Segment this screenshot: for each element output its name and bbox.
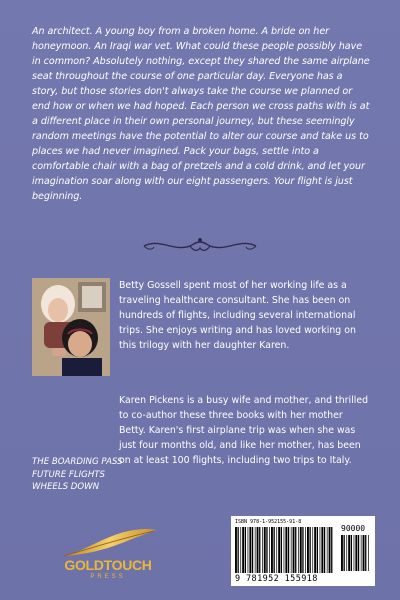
- bio-betty-gossell: Betty Gossell spent most of her working life as a traveling healthcare consultant. She has been on hundreds of flights, including several international trips. She enjoys writing and has loved working on this trilogy with her daughter Karen.: [119, 280, 356, 351]
- blurb-text: An architect. A young boy from a broken home. A bride on her honeymoon. An Iraqi war vet. What could these people possibly have in common? Absolutely nothing, except they shared the same airplane seat throughout the course of one particular day. Everyone has a story, but those stories don't always take the course we planned or end how or when we had hoped. Each person we cross paths with is at a different place in their own personal journey, but these seemingly random meetings have the potential to alter our course and take us to places we had never imagined. Pack your bags, settle into a comfortable chair with a bag of pretzels and a cold drink, and let your imagination soar along with our eight passengers. Your flight is just beginning.: [32, 26, 370, 202]
- authors-photo-illustration: [32, 278, 110, 376]
- book-series-list: [32, 456, 123, 494]
- book-title: WHEELS DOWN: [32, 482, 100, 492]
- isbn-label: ISBN 978-1-952155-91-8: [235, 519, 302, 525]
- authors-photo: [32, 278, 110, 376]
- isbn-digits: 9 781952 155918: [235, 574, 318, 584]
- gold-feather-icon: [52, 524, 164, 560]
- bio-karen-pickens: Karen Pickens is a busy wife and mother, and thrilled to co-author these three books with her mother Betty. Karen's first airplane trip was when she was just four months old, and like her mother, has been on at least 100 flights, including two trips to Italy.: [119, 395, 369, 466]
- publisher-subtitle: PRESS: [90, 574, 126, 580]
- price-code: 90000: [341, 524, 366, 533]
- publisher-logo: [52, 524, 164, 586]
- isbn-barcode: [231, 516, 375, 586]
- book-title: THE BOARDING PASS: [32, 457, 123, 467]
- book-title: FUTURE FLIGHTS: [32, 469, 105, 480]
- publisher-name: GOLDTOUCH: [64, 557, 152, 573]
- barcode-addon-bars: [341, 535, 371, 571]
- barcode-bars: [235, 527, 335, 573]
- ornament-flourish-icon: [140, 234, 260, 256]
